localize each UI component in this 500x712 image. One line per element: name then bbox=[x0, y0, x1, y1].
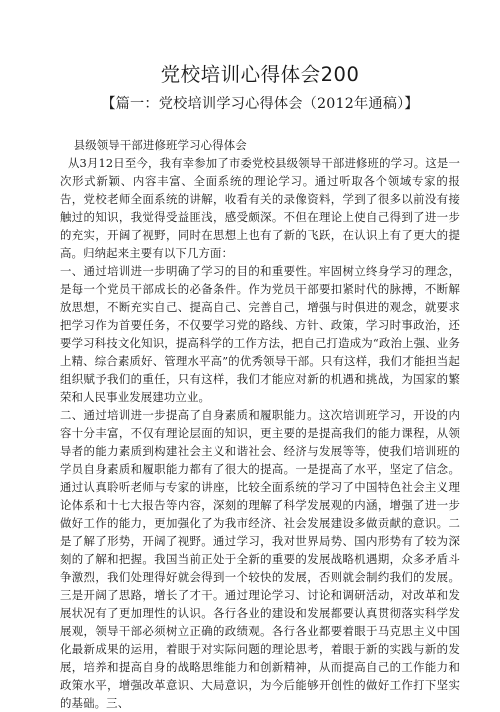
paragraph: 从3月12日至今，我有幸参加了市委党校县级领导干部进修班的学习。这是一次形式新颖、内容丰富、全面系统的理论学习。通过听取各个领域专家的报告，党校老师全面系统的讲解，收看有关的录像资料，学到了很多以前没有接触过的知识，我觉得受益匪浅，感受颇深。不但在理论上使自己得到了进一步的充实，开阔了视野，同时在思想上也有了新的飞跃，在认识上有了更大的提高。归纳起来主要有以下几方面： bbox=[60, 156, 460, 260]
document-body bbox=[60, 136, 460, 712]
document-title: 党校培训心得体会200 bbox=[160, 63, 360, 86]
document-subtitle: 【篇一：党校培训学习心得体会（2012年通稿）】 bbox=[101, 96, 419, 112]
paragraph: 二、通过培训进一步提高了自身素质和履职能力。这次培训班学习，开设的内容十分丰富，不仅有理论层面的知识，更主要的是提高我们的能力课程，从领导者的能力素质到构建社会主义和谐社会、经济与发展等等，使我们培训班的学员自身素质和履职能力都有了很大的提高。一是提高了水平，坚定了信念。通过认真聆听老师与专家的讲座，比较全面系统的学习了中国特色社会主义理论体系和十七大报告等内容，深刻的理解了科学发展观的内涵，增强了进一步做好工作的能力，更加强化了为我市经济、社会发展建设多做贡献的意识。二是了解了形势，开阔了视野。通过学习，我对世界局势、国内形势有了较为深刻的了解和把握。我国当前正处于全新的重要的发展战略机遇期，众多矛盾斗争激烈，我们处理得好就会得到一个较快的发展，否则就会制约我们的发展。三是开阔了思路，增长了才干。通过理论学习、讨论和调研活动，对改革和发展状况有了更加理性的认识。各行各业的建设和发展都要认真贯彻落实科学发展观，领导干部必须树立正确的政绩观。各行各业都要着眼于马克思主义中国化最新成果的运用，着眼于对实际问题的理论思考，着眼于新的实践与新的发展，培养和提高自身的战略思维能力和创新精神，从而提高自己的工作能力和政策水平，增强改革意识、大局意识，为今后能够开创性的做好工作打下坚实的基础。三、 bbox=[60, 408, 460, 710]
section-heading: 县级领导干部进修班学习心得体会 bbox=[73, 138, 247, 152]
paragraph: 一、通过培训进一步明确了学习的目的和重要性。牢固树立终身学习的理念，是每一个党员干部成长的必备条件。作为党员干部要扣紧时代的脉搏，不断解放思想，不断充实自己、提高自己、完善自己，增强与时俱进的观念，就要求把学习作为首要任务，不仅要学习党的路线、方针、政策，学习时事政治，还要学习科技文化知识，提高科学的工作方法，把自己打造成为“政治上强、业务上精、综合素质好、管理水平高”的优秀领导干部。只有这样，我们才能担当起组织赋予我们的重任，只有这样，我们才能应对新的机遇和挑战，为国家的繁荣和人民事业发展建功立业。 bbox=[60, 264, 460, 404]
